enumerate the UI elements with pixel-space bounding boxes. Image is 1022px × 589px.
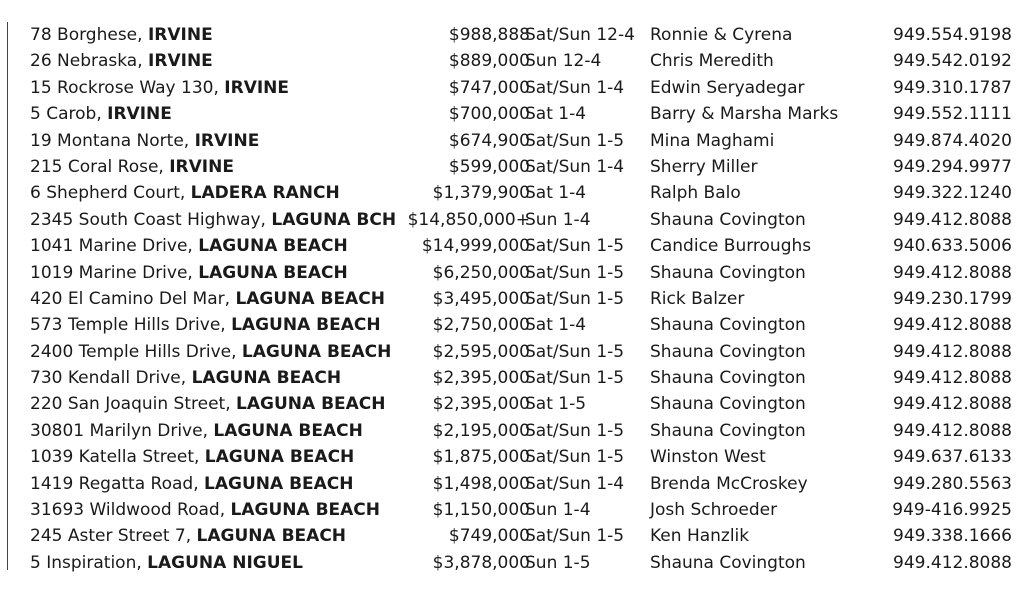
agent-phone: 949.412.8088 xyxy=(893,420,1012,441)
listing-address xyxy=(30,22,213,48)
listing-price: $674,900 xyxy=(448,130,530,151)
agent-name: Candice Burroughs xyxy=(650,236,812,257)
open-house-hours: Sun 12-4 xyxy=(525,51,602,72)
street-address: 220 San Joaquin Street, xyxy=(30,394,237,415)
open-house-hours: Sat/Sun 1-5 xyxy=(525,368,625,389)
street-address: 30801 Marilyn Drive, xyxy=(30,420,214,441)
open-house-hours: Sat 1-4 xyxy=(525,183,587,204)
open-house-hours: Sun 1-4 xyxy=(525,209,591,230)
listing-address xyxy=(30,312,381,338)
agent-name: Edwin Seryadegar xyxy=(650,77,805,98)
listing-address xyxy=(30,48,213,74)
listing-row xyxy=(30,523,1016,549)
listing-price: $14,850,000+ xyxy=(407,209,530,230)
agent-phone: 949.552.1111 xyxy=(893,104,1012,125)
street-address: 5 Carob, xyxy=(30,104,108,125)
city-name: LADERA RANCH xyxy=(190,183,340,204)
listing-address xyxy=(30,260,348,286)
listing-address xyxy=(30,497,380,523)
listing-row xyxy=(30,365,1016,391)
street-address: 1039 Katella Street, xyxy=(30,447,205,468)
agent-phone: 949.338.1666 xyxy=(893,526,1012,547)
street-address: 78 Borghese, xyxy=(30,25,148,45)
agent-name: Shauna Covington xyxy=(650,394,806,415)
open-house-hours: Sat/Sun 1-5 xyxy=(525,130,625,151)
street-address: 6 Shepherd Court, xyxy=(30,183,191,204)
street-address: 730 Kendall Drive, xyxy=(30,368,192,389)
listing-price: $747,000 xyxy=(448,77,530,98)
open-house-hours: Sat/Sun 1-4 xyxy=(525,473,625,494)
city-name: LAGUNA BEACH xyxy=(236,394,386,415)
agent-name: Shauna Covington xyxy=(650,209,806,230)
city-name: LAGUNA BEACH xyxy=(204,473,354,494)
open-house-hours: Sat/Sun 1-5 xyxy=(525,526,625,547)
agent-phone: 949.412.8088 xyxy=(893,341,1012,362)
listing-price: $1,498,000 xyxy=(432,473,530,494)
city-name: LAGUNA BEACH xyxy=(230,500,381,521)
listing-price: $3,878,000 xyxy=(432,552,530,573)
listing-price: $2,595,000 xyxy=(432,341,530,362)
listing-price: $889,000 xyxy=(448,51,530,72)
street-address: 26 Nebraska, xyxy=(30,51,149,72)
agent-phone: 949.412.8088 xyxy=(893,209,1012,230)
agent-name: Ken Hanzlik xyxy=(650,526,750,547)
listing-address xyxy=(30,75,289,101)
listing-address xyxy=(30,207,396,233)
listing-address xyxy=(30,180,340,206)
city-name: LAGUNA BEACH xyxy=(231,315,381,336)
listing-address xyxy=(30,154,234,180)
agent-name: Shauna Covington xyxy=(650,262,806,283)
city-name: IRVINE xyxy=(147,25,213,45)
agent-phone: 949.322.1240 xyxy=(893,183,1012,204)
city-name: LAGUNA BEACH xyxy=(191,368,342,389)
agent-phone: 949.554.9198 xyxy=(893,25,1012,45)
street-address: 215 Coral Rose, xyxy=(30,156,170,177)
listing-row xyxy=(30,101,1016,127)
listing-price: $2,750,000 xyxy=(432,315,530,336)
agent-name: Barry & Marsha Marks xyxy=(650,104,839,125)
listing-row xyxy=(30,75,1016,101)
agent-name: Mina Maghami xyxy=(650,130,775,151)
agent-phone: 949.294.9977 xyxy=(893,156,1012,177)
agent-phone: 949.412.8088 xyxy=(893,368,1012,389)
listing-price: $6,250,000 xyxy=(432,262,530,283)
city-name: LAGUNA BEACH xyxy=(213,420,363,441)
open-house-hours: Sat 1-5 xyxy=(525,394,587,415)
listing-price: $2,395,000 xyxy=(432,368,530,389)
listing-price: $1,150,000 xyxy=(432,500,530,521)
listing-price: $749,000 xyxy=(448,526,530,547)
agent-name: Shauna Covington xyxy=(650,315,806,336)
street-address: 420 El Camino Del Mar, xyxy=(30,288,236,309)
agent-phone: 949.280.5563 xyxy=(893,473,1012,494)
agent-phone: 949.412.8088 xyxy=(893,552,1012,573)
open-house-hours: Sat 1-4 xyxy=(525,104,587,125)
listing-price: $700,000 xyxy=(448,104,530,125)
open-house-hours: Sat 1-4 xyxy=(525,315,587,336)
listing-row xyxy=(30,128,1016,154)
listing-address xyxy=(30,233,348,259)
listing-row xyxy=(30,286,1016,312)
agent-name: Sherry Miller xyxy=(650,156,758,177)
listing-price: $2,195,000 xyxy=(432,420,530,441)
agent-name: Ralph Balo xyxy=(650,183,741,204)
agent-phone: 949.412.8088 xyxy=(893,394,1012,415)
listing-row xyxy=(30,260,1016,286)
listing-row xyxy=(30,154,1016,180)
agent-name: Shauna Covington xyxy=(650,552,806,573)
city-name: LAGUNA BCH xyxy=(271,209,397,230)
open-house-hours: Sat/Sun 1-5 xyxy=(525,341,625,362)
street-address: 31693 Wildwood Road, xyxy=(30,500,231,521)
listing-row xyxy=(30,312,1016,338)
agent-name: Brenda McCroskey xyxy=(650,473,808,494)
open-house-hours: Sat/Sun 1-5 xyxy=(525,236,625,257)
listing-row xyxy=(30,497,1016,523)
city-name: IRVINE xyxy=(148,51,213,72)
city-name: LAGUNA BEACH xyxy=(196,526,347,547)
listing-address xyxy=(30,391,386,417)
listing-price: $1,379,900 xyxy=(432,183,530,204)
agent-phone: 949.310.1787 xyxy=(893,77,1012,98)
listing-row xyxy=(30,22,1016,48)
city-name: IRVINE xyxy=(224,77,290,98)
listing-address xyxy=(30,418,363,444)
street-address: 245 Aster Street 7, xyxy=(30,526,197,547)
listing-price: $14,999,000 xyxy=(421,236,530,257)
agent-phone: 949.412.8088 xyxy=(893,315,1012,336)
agent-phone: 940.633.5006 xyxy=(893,236,1012,257)
listing-row xyxy=(30,207,1016,233)
street-address: 1041 Marine Drive, xyxy=(30,236,199,257)
city-name: LAGUNA BEACH xyxy=(241,341,392,362)
street-address: 573 Temple Hills Drive, xyxy=(30,315,232,336)
listing-row xyxy=(30,48,1016,74)
open-house-hours: Sat/Sun 1-4 xyxy=(525,77,625,98)
left-margin-rule xyxy=(7,22,8,570)
listing-address xyxy=(30,471,354,497)
agent-name: Shauna Covington xyxy=(650,420,806,441)
city-name: LAGUNA BEACH xyxy=(198,236,348,257)
street-address: 2345 South Coast Highway, xyxy=(30,209,272,230)
open-house-hours: Sat/Sun 1-5 xyxy=(525,447,625,468)
listing-address xyxy=(30,444,354,470)
listing-row xyxy=(30,339,1016,365)
listing-address xyxy=(30,101,172,127)
street-address: 1419 Regatta Road, xyxy=(30,473,205,494)
listing-row xyxy=(30,391,1016,417)
listing-address xyxy=(30,286,385,312)
street-address: 5 Inspiration, xyxy=(30,552,148,573)
agent-phone: 949.637.6133 xyxy=(893,447,1012,468)
listing-address xyxy=(30,523,346,549)
street-address: 15 Rockrose Way 130, xyxy=(30,77,225,98)
open-house-hours: Sat/Sun 1-4 xyxy=(525,156,625,177)
open-house-listings xyxy=(30,22,1016,576)
agent-name: Rick Balzer xyxy=(650,288,745,309)
listing-row xyxy=(30,233,1016,259)
open-house-hours: Sun 1-5 xyxy=(525,552,591,573)
open-house-hours: Sun 1-4 xyxy=(525,500,591,521)
listing-address xyxy=(30,339,391,365)
listing-address xyxy=(30,365,341,391)
city-name: LAGUNA BEACH xyxy=(204,447,355,468)
listing-address xyxy=(30,550,303,576)
listing-price: $1,875,000 xyxy=(432,447,530,468)
listing-price: $2,395,000 xyxy=(432,394,530,415)
city-name: IRVINE xyxy=(169,156,234,177)
agent-phone: 949.542.0192 xyxy=(893,51,1012,72)
agent-phone: 949.412.8088 xyxy=(893,262,1012,283)
listing-address xyxy=(30,128,259,154)
city-name: LAGUNA BEACH xyxy=(198,262,348,283)
agent-name: Josh Schroeder xyxy=(650,500,778,521)
agent-name: Winston West xyxy=(650,447,766,468)
city-name: IRVINE xyxy=(194,130,260,151)
open-house-hours: Sat/Sun 1-5 xyxy=(525,288,625,309)
open-house-hours: Sat/Sun 12-4 xyxy=(525,25,635,45)
city-name: LAGUNA BEACH xyxy=(235,288,385,309)
agent-name: Shauna Covington xyxy=(650,368,806,389)
listing-price: $3,495,000 xyxy=(432,288,530,309)
listing-row xyxy=(30,444,1016,470)
open-house-hours: Sat/Sun 1-5 xyxy=(525,262,625,283)
open-house-hours: Sat/Sun 1-5 xyxy=(525,420,625,441)
city-name: LAGUNA NIGUEL xyxy=(147,552,303,573)
street-address: 1019 Marine Drive, xyxy=(30,262,199,283)
agent-name: Shauna Covington xyxy=(650,341,806,362)
street-address: 19 Montana Norte, xyxy=(30,130,195,151)
agent-phone: 949-416.9925 xyxy=(892,500,1012,521)
listing-row xyxy=(30,180,1016,206)
listing-row xyxy=(30,550,1016,576)
listing-row xyxy=(30,471,1016,497)
city-name: IRVINE xyxy=(107,104,172,125)
street-address: 2400 Temple Hills Drive, xyxy=(30,341,242,362)
agent-name: Ronnie & Cyrena xyxy=(650,25,793,45)
listing-price: $599,000 xyxy=(448,156,530,177)
agent-phone: 949.874.4020 xyxy=(893,130,1012,151)
agent-name: Chris Meredith xyxy=(650,51,774,72)
listing-row xyxy=(30,418,1016,444)
listing-price: $988,888 xyxy=(448,25,530,45)
agent-phone: 949.230.1799 xyxy=(893,288,1012,309)
